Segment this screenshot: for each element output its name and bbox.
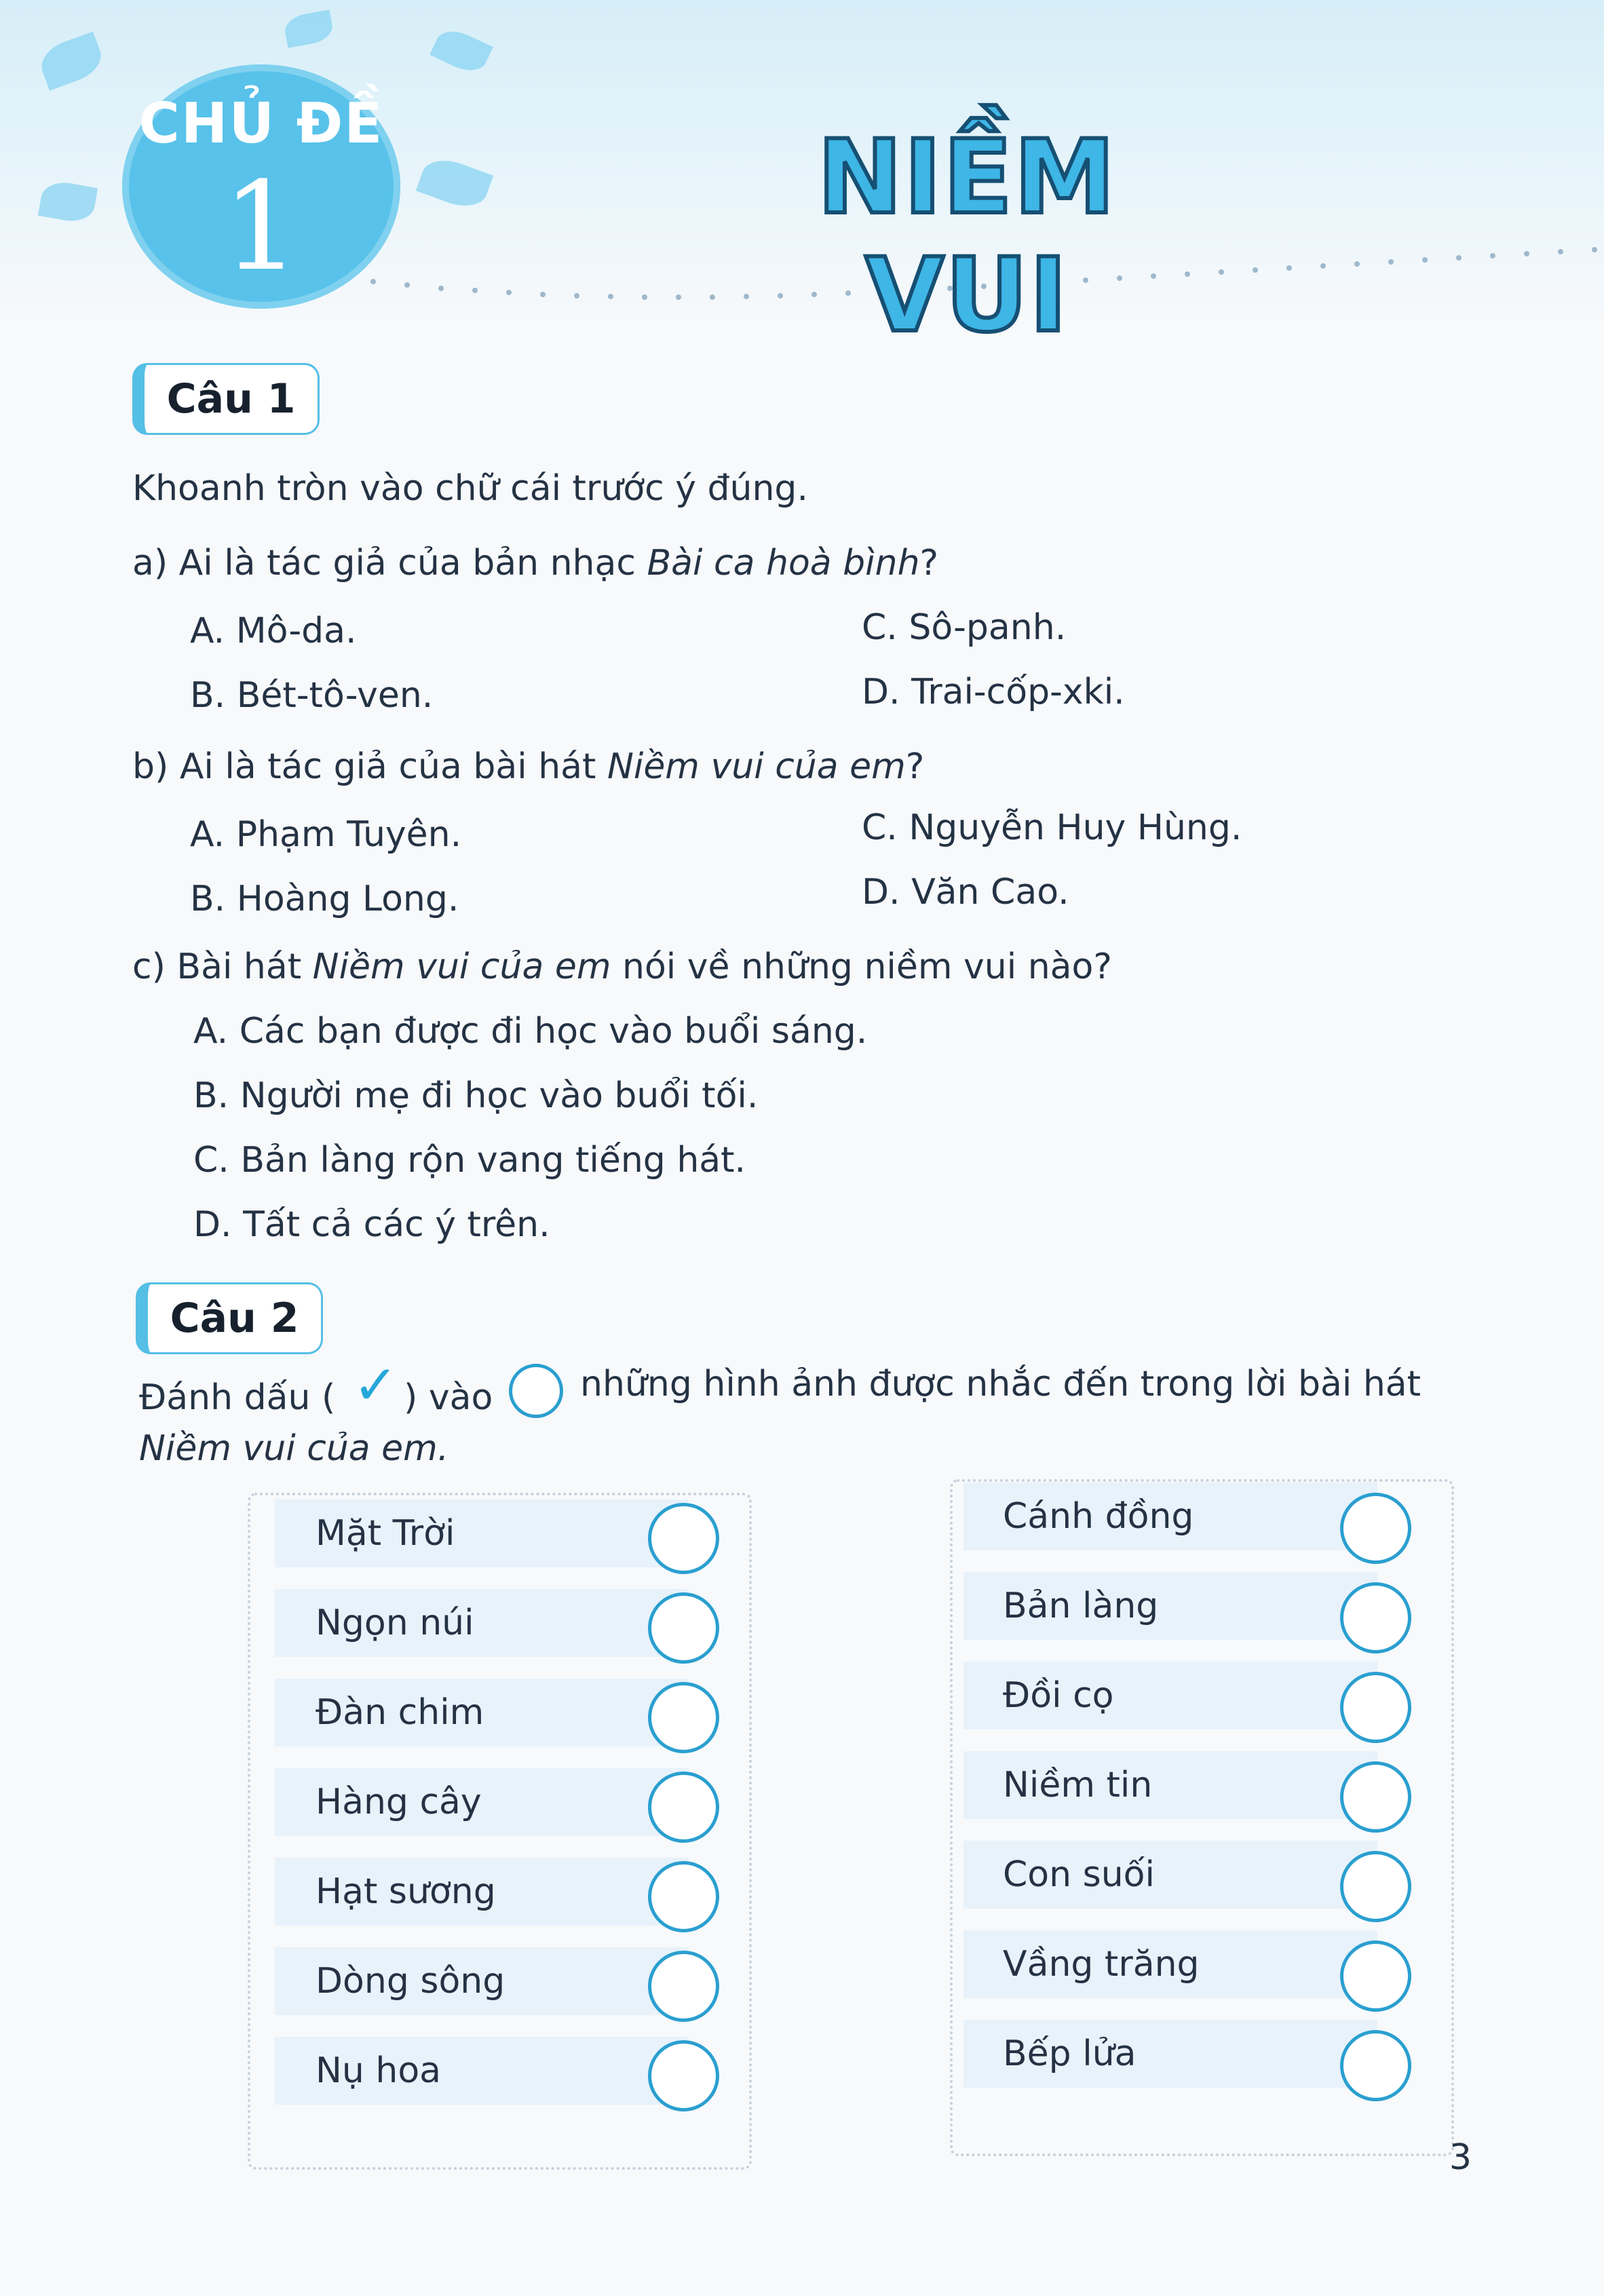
- right-item-label: Con suối: [1003, 1854, 1155, 1895]
- chapter-number: 1: [222, 156, 301, 298]
- q1c-option-a[interactable]: A. Các bạn được đi học vào buổi sáng.: [193, 1011, 868, 1052]
- left-item-label: Hàng cây: [316, 1782, 482, 1822]
- right-item-label: Bản làng: [1003, 1586, 1159, 1626]
- chapter-badge: [122, 64, 400, 309]
- q2-instruction-part2: ) vào: [404, 1377, 493, 1418]
- checkbox-circle[interactable]: [1340, 1761, 1411, 1833]
- q1a-option-a[interactable]: A. Mô-da.: [190, 611, 357, 651]
- q1c-question: c) Bài hát Niềm vui của em nói về những niềm vui nào?: [132, 946, 1112, 987]
- right-item-label: Đồi cọ: [1003, 1675, 1114, 1716]
- q1b-option-b[interactable]: B. Hoàng Long.: [190, 879, 459, 919]
- checkbox-circle[interactable]: [648, 1951, 719, 2022]
- q1b-question: b) Ai là tác giả của bài hát Niềm vui của em?: [132, 746, 925, 787]
- q1b-option-a[interactable]: A. Phạm Tuyên.: [190, 814, 462, 855]
- answer-circle-icon: [509, 1364, 563, 1418]
- q2-instruction-line2: Niềm vui của em.: [139, 1428, 449, 1469]
- q1b-option-c[interactable]: C. Nguyễn Huy Hùng.: [862, 807, 1242, 848]
- checkbox-circle[interactable]: [648, 2040, 719, 2111]
- checkbox-circle[interactable]: [648, 1503, 719, 1574]
- checkbox-circle[interactable]: [648, 1682, 719, 1753]
- question-2-label: Câu 2: [136, 1282, 323, 1354]
- page-number: 3: [1449, 2137, 1472, 2178]
- checkbox-circle[interactable]: [1340, 1940, 1411, 2012]
- left-item-label: Hạt sương: [316, 1871, 496, 1912]
- right-item-label: Bếp lửa: [1003, 2033, 1137, 2074]
- checkbox-circle[interactable]: [648, 1772, 719, 1843]
- left-item-label: Ngọn núi: [316, 1603, 474, 1643]
- left-item-label: Mặt Trời: [316, 1513, 455, 1554]
- q2-instruction-part1: Đánh dấu (: [139, 1377, 336, 1418]
- checkmark-icon: ✓: [353, 1354, 399, 1417]
- checkbox-circle[interactable]: [648, 1861, 719, 1932]
- page-title: NIỀM VUI: [817, 119, 1117, 355]
- q1c-option-d[interactable]: D. Tất cả các ý trên.: [193, 1204, 550, 1245]
- left-item-label: Nụ hoa: [316, 2050, 442, 2091]
- right-item-label: Niềm tin: [1003, 1765, 1153, 1805]
- checkbox-circle[interactable]: [1340, 1493, 1411, 1564]
- q1c-option-b[interactable]: B. Người mẹ đi học vào buổi tối.: [193, 1075, 759, 1116]
- q1a-option-c[interactable]: C. Sô-panh.: [862, 607, 1067, 648]
- checkbox-circle[interactable]: [648, 1592, 719, 1664]
- q1a-option-b[interactable]: B. Bét-tô-ven.: [190, 675, 434, 716]
- right-item-label: Cánh đồng: [1003, 1496, 1194, 1537]
- chapter-label: CHỦ ĐỀ: [138, 92, 384, 156]
- checkbox-circle[interactable]: [1340, 1851, 1411, 1922]
- q1a-question: a) Ai là tác giả của bản nhạc Bài ca hoà bình?: [132, 543, 939, 583]
- q1b-option-d[interactable]: D. Văn Cao.: [862, 872, 1069, 913]
- q1a-option-d[interactable]: D. Trai-cốp-xki.: [862, 672, 1125, 712]
- checkbox-circle[interactable]: [1340, 1582, 1411, 1653]
- left-item-label: Đàn chim: [316, 1692, 484, 1733]
- question-1-label: Câu 1: [132, 363, 320, 435]
- right-item-label: Vầng trăng: [1003, 1944, 1200, 1985]
- q1-instruction: Khoanh tròn vào chữ cái trước ý đúng.: [132, 468, 808, 509]
- q1c-option-c[interactable]: C. Bản làng rộn vang tiếng hát.: [193, 1140, 746, 1181]
- q2-instruction-part3: những hình ảnh được nhắc đến trong lời bài hát: [580, 1364, 1421, 1404]
- checkbox-circle[interactable]: [1340, 2030, 1411, 2101]
- left-item-label: Dòng sông: [316, 1961, 505, 2002]
- checkbox-circle[interactable]: [1340, 1672, 1411, 1743]
